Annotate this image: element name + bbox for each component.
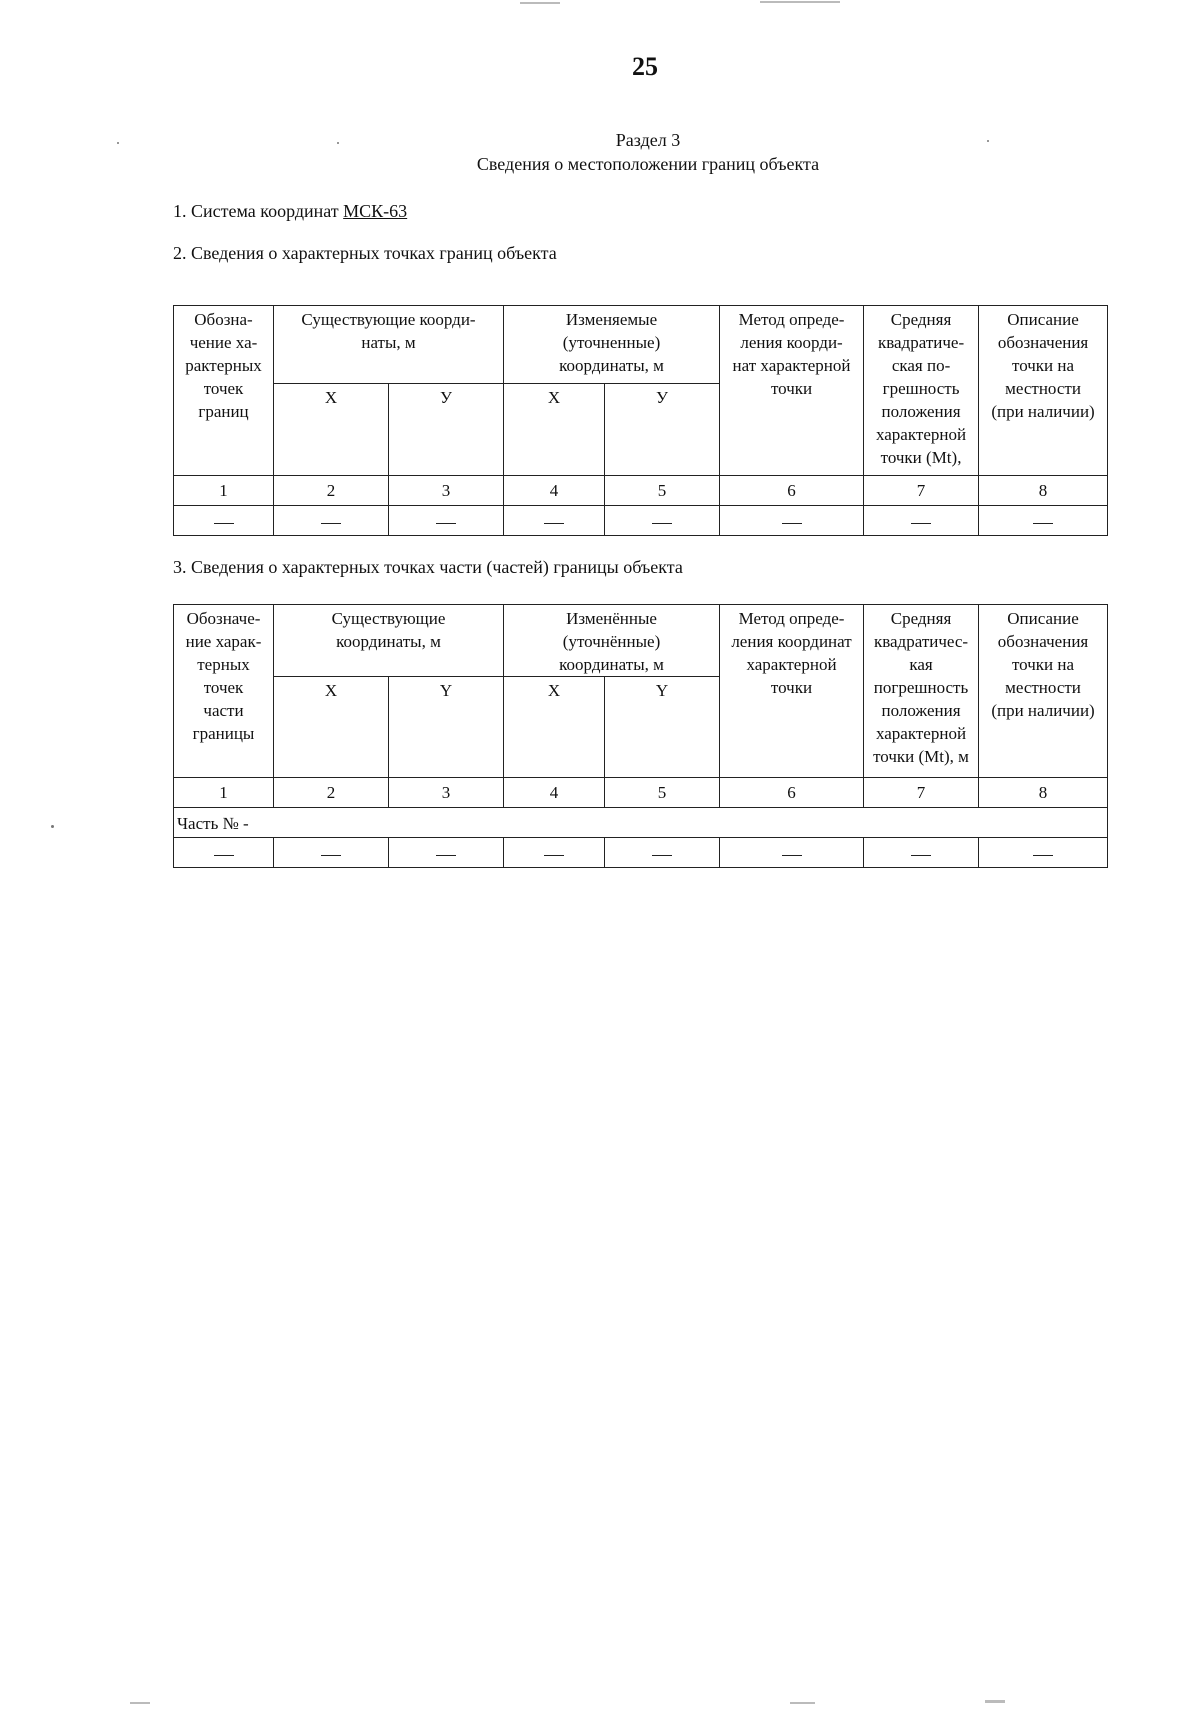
header-changed-coordinates: Изменяемые (уточненные) координаты, м bbox=[504, 306, 720, 384]
column-number: 2 bbox=[274, 778, 389, 808]
column-number: 2 bbox=[274, 476, 389, 506]
empty-cell-dash bbox=[605, 506, 720, 536]
header-changed-y: Y bbox=[605, 677, 720, 778]
empty-cell-dash bbox=[504, 838, 605, 868]
column-number: 7 bbox=[864, 778, 979, 808]
header-point-designation: Обозна- чение ха- рактерных точек границ bbox=[174, 306, 274, 476]
scan-speck bbox=[760, 1, 840, 3]
header-existing-coordinates: Существующие коорди- наты, м bbox=[274, 306, 504, 384]
header-description: Описание обозначения точки на местности (при наличии) bbox=[979, 605, 1108, 778]
column-number: 1 bbox=[174, 476, 274, 506]
coordinate-system-label: 1. Система координат bbox=[173, 201, 344, 221]
table-row bbox=[174, 506, 1108, 536]
scan-speck bbox=[987, 140, 989, 142]
column-number: 6 bbox=[720, 476, 864, 506]
header-existing-x: X bbox=[274, 384, 389, 476]
empty-cell-dash bbox=[720, 838, 864, 868]
scan-speck bbox=[130, 1702, 150, 1704]
scan-speck bbox=[520, 2, 560, 4]
header-point-designation: Обозначе- ние харак- терных точек части границы bbox=[174, 605, 274, 778]
part-boundary-points-table bbox=[173, 604, 1108, 868]
page-number: 25 bbox=[632, 52, 658, 81]
header-method: Метод опреде- ления координат характерной точки bbox=[720, 605, 864, 778]
column-number: 4 bbox=[504, 778, 605, 808]
empty-cell-dash bbox=[979, 506, 1108, 536]
header-changed-coordinates: Изменённые (уточнённые) координаты, м bbox=[504, 605, 720, 677]
column-number: 3 bbox=[389, 476, 504, 506]
header-mean-error: Средняя квадратичес- кая погрешность положения характерной точки (Mt), м bbox=[864, 605, 979, 778]
empty-cell-dash bbox=[504, 506, 605, 536]
empty-cell-dash bbox=[274, 506, 389, 536]
empty-cell-dash bbox=[389, 506, 504, 536]
empty-cell-dash bbox=[720, 506, 864, 536]
section-heading bbox=[0, 128, 1200, 176]
column-number: 1 bbox=[174, 778, 274, 808]
header-existing-y: Y bbox=[389, 677, 504, 778]
boundary-points-table bbox=[173, 305, 1108, 536]
column-number: 4 bbox=[504, 476, 605, 506]
boundary-points-heading: 2. Сведения о характерных точках границ объекта bbox=[173, 243, 557, 263]
column-number: 7 bbox=[864, 476, 979, 506]
section-title: Раздел 3 bbox=[615, 130, 681, 150]
header-existing-coordinates: Существующие координаты, м bbox=[274, 605, 504, 677]
header-mean-error: Средняя квадратиче- ская по- грешность положения характерной точки (Mt), bbox=[864, 306, 979, 476]
column-number: 5 bbox=[605, 476, 720, 506]
header-existing-x: X bbox=[274, 677, 389, 778]
header-changed-y: У bbox=[605, 384, 720, 476]
empty-cell-dash bbox=[389, 838, 504, 868]
scan-speck bbox=[790, 1702, 815, 1704]
part-label: Часть № - bbox=[174, 808, 1108, 838]
scan-speck bbox=[117, 142, 119, 144]
coordinate-system-value: МСК-63 bbox=[343, 201, 408, 221]
table-row bbox=[174, 838, 1108, 868]
scan-speck bbox=[337, 142, 339, 144]
empty-cell-dash bbox=[864, 506, 979, 536]
column-number: 8 bbox=[979, 778, 1108, 808]
column-number: 3 bbox=[389, 778, 504, 808]
header-changed-x: X bbox=[504, 677, 605, 778]
empty-cell-dash bbox=[864, 838, 979, 868]
part-row bbox=[174, 808, 1108, 838]
empty-cell-dash bbox=[274, 838, 389, 868]
header-changed-x: X bbox=[504, 384, 605, 476]
empty-cell-dash bbox=[979, 838, 1108, 868]
scan-speck bbox=[985, 1700, 1005, 1703]
empty-cell-dash bbox=[174, 838, 274, 868]
part-boundary-points-heading: 3. Сведения о характерных точках части (частей) границы объекта bbox=[173, 557, 683, 577]
column-number: 8 bbox=[979, 476, 1108, 506]
column-number: 5 bbox=[605, 778, 720, 808]
section-subtitle: Сведения о местоположении границ объекта bbox=[476, 154, 820, 174]
coordinate-system-line bbox=[173, 201, 407, 222]
header-description: Описание обозначения точки на местности (при наличии) bbox=[979, 306, 1108, 476]
column-number: 6 bbox=[720, 778, 864, 808]
empty-cell-dash bbox=[174, 506, 274, 536]
header-method: Метод опреде- ления коорди- нат характерной точки bbox=[720, 306, 864, 476]
header-existing-y: У bbox=[389, 384, 504, 476]
empty-cell-dash bbox=[605, 838, 720, 868]
scan-speck bbox=[51, 825, 54, 828]
